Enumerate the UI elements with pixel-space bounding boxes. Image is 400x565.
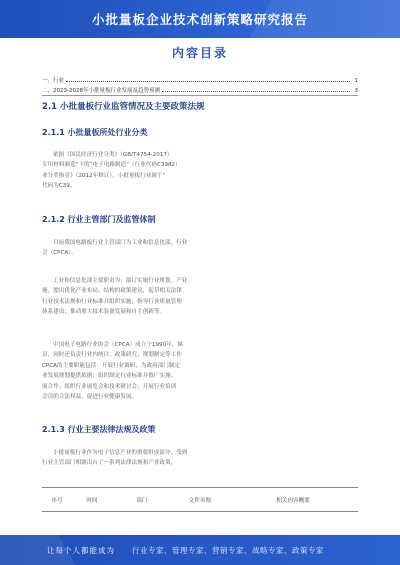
paragraph-line: 目前我国电路板行业主管部门为工业和信息化部，行业 <box>53 240 188 246</box>
paragraph-line: 依据《国民经济行业分类》（GB/T4754-2017） <box>53 152 173 158</box>
toc-entry-page: 3 <box>354 88 358 94</box>
subsection-heading: 2.1.3 行业主要法律法规及政策 <box>42 425 156 434</box>
toc-entry[interactable] <box>42 74 358 84</box>
header-banner <box>0 0 400 38</box>
toc-entry-label: 二、2023-2028年小批量板行业发展及趋势预测 <box>42 88 160 94</box>
paragraph-miit-duties <box>42 276 358 318</box>
paragraph-line: 会（CPCA）。 <box>42 250 77 257</box>
section-heading: 2.1 小批量板行业监管情况及主要政策法规 <box>42 102 205 112</box>
paragraph-line: 行业主管部门相继出台了一系列法律法规和产业政策， <box>42 460 177 467</box>
paragraph-line: 员，同时还负责行业内统计、政策研究、规划制定等工作 <box>42 352 182 359</box>
table-header-cell: 文件名称 <box>188 497 212 504</box>
paragraph-line: 流合作；组织行业展览会和技术研讨会；开展行业培训 <box>42 383 177 390</box>
paragraph-line: CPCA的主要职能包括：开展行业调研，为政府部门制定 <box>42 362 181 369</box>
table-of-contents <box>42 74 358 96</box>
paragraph-line: 代码为C39。 <box>42 183 76 190</box>
footer-slogan: 让每个人都能成为 <box>47 546 115 555</box>
report-title: 小批量板企业技术创新策略研究报告 <box>91 12 308 27</box>
paragraph-line: 会员的合法权益，促进行业健康发展。 <box>42 394 138 401</box>
table-header-cell: 时间 <box>86 497 98 504</box>
toc-divider <box>42 95 358 96</box>
paragraph-cpca-functions <box>42 340 358 402</box>
toc-entry-page: 1 <box>354 78 358 84</box>
subsection-heading: 2.1.1 小批量板所处行业分类 <box>42 128 148 137</box>
paragraph-line: 工业和信息化部主要职责为：拟订实施行业规划、产业 <box>53 278 188 284</box>
paragraph-line: 体系建设；推动重大技术装备发展和自主创新等。 <box>42 309 166 316</box>
paragraph-regulator-overview <box>42 238 358 259</box>
paragraph-line: 专用材料制造”下的“电子电路制造”（行业代码C3982） <box>42 162 181 169</box>
paragraph-line: 中国电子电路行业协会（CPCA）成立于1990年，属 <box>53 342 183 348</box>
paragraph-line: 小批量板行业作为电子信息产业的重要组成部分，受到 <box>53 450 188 456</box>
footer-expert-list: 行业专家、管理专家、营销专家、战略专家、政策专家 <box>132 546 324 555</box>
toc-entry[interactable] <box>42 84 358 94</box>
paragraph-line: 行业技术法规和行业标准并组织实施，指导行业质量管理 <box>42 298 182 305</box>
paragraph-line: 施，提出优化产业布局、结构的政策建议，起草相关法律 <box>42 288 182 295</box>
footer-banner <box>0 535 400 565</box>
table-header-cell: 相关内容概要 <box>276 497 310 504</box>
toc-title: 内容目录 <box>171 46 228 60</box>
table-header-cell: 序号 <box>51 497 63 504</box>
toc-entry-label: 一、行业 <box>42 78 65 84</box>
policy-table-header <box>42 487 358 512</box>
paragraph-laws-intro <box>42 448 358 469</box>
paragraph-line: 业分类指引》（2012年修订），小批量板行业属于“ <box>42 172 166 179</box>
paragraph-industry-classification <box>42 150 358 192</box>
toc-leader-dots <box>162 91 350 92</box>
table-header-cell: 部门 <box>136 497 148 504</box>
paragraph-line: 业发展规划提供依据；组织制定行业标准并推广实施； <box>42 373 177 380</box>
subsection-heading: 2.1.2 行业主管部门及监管体制 <box>42 215 156 224</box>
toc-leader-dots <box>66 81 350 82</box>
